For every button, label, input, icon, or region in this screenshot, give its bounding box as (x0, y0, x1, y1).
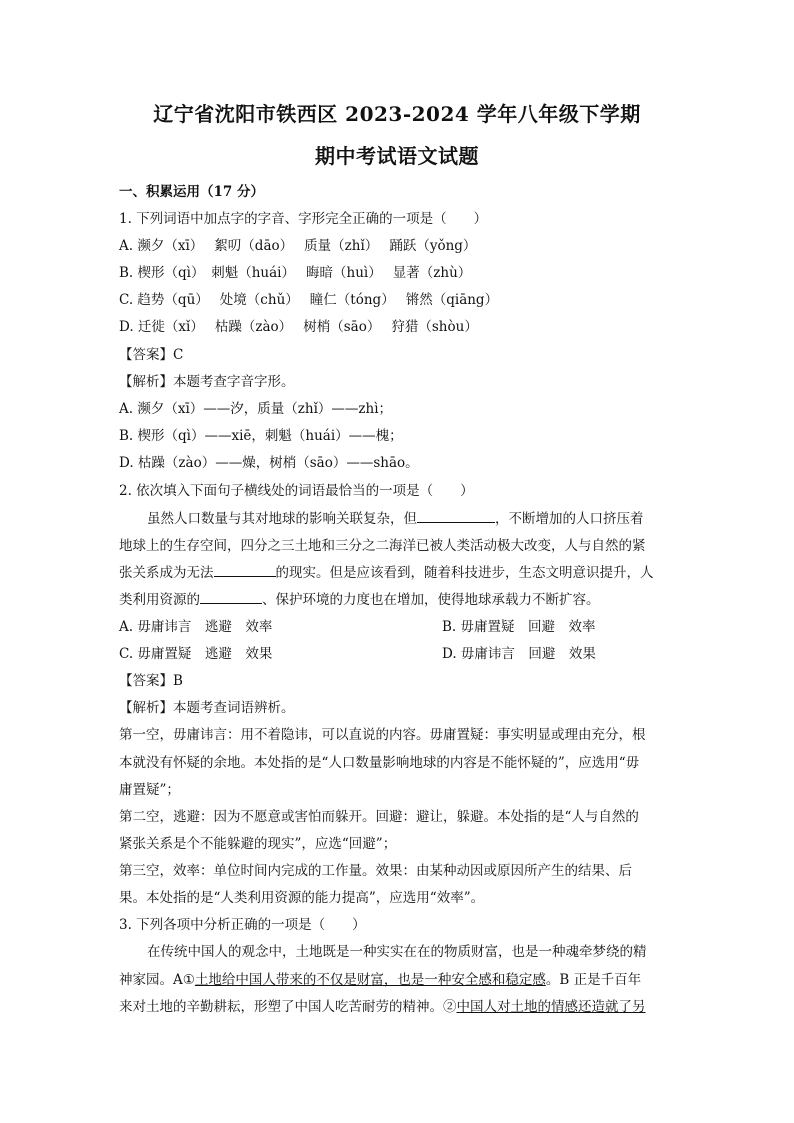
question-2-option-d: D. 毋庸讳言 回避 效果 (442, 646, 596, 662)
question-2-explanation-line3: 庸置疑”； (119, 782, 180, 798)
passage-text: 类利用资源的 (119, 592, 200, 608)
question-2-stem: 2. 依次填入下面句子横线处的词语最恰当的一项是（ ） (119, 483, 474, 499)
question-1-option-b: B. 楔形（qì） 刺魁（huái） 晦暗（huì） 显著（zhù） (119, 265, 472, 281)
fill-blank-3 (200, 589, 262, 604)
question-2-option-b: B. 毋庸置疑 回避 效率 (442, 619, 596, 635)
question-2-passage-line4 (119, 588, 600, 608)
fill-blank-2 (214, 562, 276, 577)
question-1-option-c: C. 趋势（qū） 处境（chǔ） 瞳仁（tóng） 锵然（qiāng） (119, 292, 499, 308)
question-1-explanation-b: B. 楔形（qì）——xiē，刺魁（huái）——槐； (119, 428, 403, 444)
question-1-answer: 【答案】C (119, 347, 184, 363)
fill-blank-1 (417, 508, 495, 523)
question-3-passage-line3 (119, 995, 646, 1015)
question-3-passage-line2 (119, 968, 641, 988)
passage-text: 虽然人口数量与其对地球的影响关联复杂，但 (147, 511, 417, 527)
question-3-passage-line1: 在传统中国人的观念中，土地既是一种实实在在的物质财富，也是一种魂牵梦绕的精 (147, 944, 647, 960)
question-2-passage-line2: 地球上的生存空间，四分之三土地和三分之二海洋已被人类活动极大改变，人与自然的紧 (119, 538, 646, 554)
question-2-option-c: C. 毋庸置疑 逃避 效果 (119, 646, 273, 662)
question-2-explanation-line2: 本就没有怀疑的余地。本处指的是“人口数量影响地球的内容是不能怀疑的”，应选用“毋 (119, 755, 640, 771)
passage-text: ，不断增加的人口挤压着 (495, 511, 644, 527)
question-1-option-d: D. 迁徙（xǐ） 枯躁（zào） 树梢（sāo） 狩猎（shòu） (119, 319, 478, 335)
question-2-explanation-line5: 紧张关系是个不能躲避的现实”，应选“回避”； (119, 836, 397, 852)
underlined-sentence-2: 中国人对土地的情感还造就了另 (456, 999, 646, 1015)
question-2-passage-line3 (119, 561, 654, 581)
section-heading: 一、积累运用（17 分） (119, 184, 264, 200)
question-1-option-a: A. 濒夕（xī） 絮叨（dāo） 质量（zhǐ） 踊跃（yǒng） (119, 238, 477, 254)
question-2-passage-line1 (147, 507, 644, 527)
passage-text: 的现实。但是应该看到，随着科技进步，生态文明意识提升，人 (275, 565, 654, 581)
question-2-analysis: 【解析】本题考查词语辨析。 (119, 700, 295, 716)
passage-text: 来对土地的辛勤耕耘，形塑了中国人吃苦耐劳的精神。② (119, 999, 457, 1015)
passage-text: 、保护环境的力度也在增加，使得地球承载力不断扩容。 (262, 592, 600, 608)
question-3-stem: 3. 下列各项中分析正确的一项是（ ） (119, 917, 366, 933)
document-title-line2: 期中考试语文试题 (315, 144, 479, 168)
question-2-option-a: A. 毋庸讳言 逃避 效率 (119, 619, 273, 635)
passage-text: 神家园。A① (119, 972, 195, 988)
document-title-line1: 辽宁省沈阳市铁西区 2023-2024 学年八年级下学期 (153, 102, 641, 126)
question-1-stem: 1. 下列词语中加点字的字音、字形完全正确的一项是（ ） (119, 211, 488, 227)
question-1-explanation-d: D. 枯躁（zào）——燥，树梢（sāo）——shāo。 (119, 455, 419, 471)
underlined-sentence-1: 土地给中国人带来的不仅是财富，也是一种安全感和稳定感 (194, 972, 546, 988)
question-2-explanation-line6: 第三空，效率：单位时间内完成的工作量。效果：由某种动因或原因所产生的结果、后 (119, 863, 632, 879)
question-1-explanation-a: A. 濒夕（xī）——汐，质量（zhǐ）——zhì； (119, 401, 393, 417)
question-2-explanation-line7: 果。本处指的是“人类利用资源的能力提高”，应选用“效率”。 (119, 890, 485, 906)
question-2-explanation-line4: 第二空，逃避：因为不愿意或害怕而躲开。回避：避让，躲避。本处指的是“人与自然的 (119, 809, 639, 825)
question-1-analysis: 【解析】本题考查字音字形。 (119, 374, 295, 390)
passage-text: 。B 正是千百年 (545, 972, 642, 988)
passage-text: 张关系成为无法 (119, 565, 214, 581)
question-2-answer: 【答案】B (119, 673, 183, 689)
question-2-explanation-line1: 第一空，毋庸讳言：用不着隐讳，可以直说的内容。毋庸置疑：事实明显或理由充分，根 (119, 727, 646, 743)
